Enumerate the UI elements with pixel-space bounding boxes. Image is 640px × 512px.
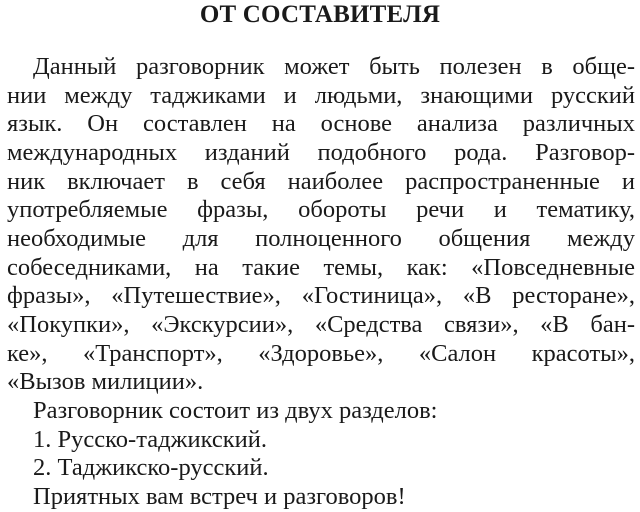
paragraph-line-10: «Покупки», «Экскурсии», «Средства связи», «В бан-	[7, 311, 635, 338]
paragraph-line-7: необходимые для полноценного общения между	[7, 225, 635, 252]
closing-line: Приятных вам встреч и разговоров!	[33, 483, 406, 510]
paragraph-line-5: ник включает в себя наиболее распространенные и	[7, 167, 635, 195]
paragraph-line-11: ке», «Транспорт», «Здоровье», «Салон красоты»,	[7, 339, 635, 367]
paragraph-line-4: международных изданий подобного рода. Разговор-	[7, 139, 635, 166]
paragraph-line-3: язык. Он составлен на основе анализа различных	[7, 110, 635, 138]
paragraph-line-12: «Вызов милиции».	[7, 368, 204, 396]
paragraph-line-2: нии между таджиками и людьми, знающими русский	[7, 81, 635, 109]
paragraph-line-6: употребляемые фразы, обороты речи и тематику,	[7, 196, 635, 224]
page-title: ОТ СОСТАВИТЕЛЯ	[199, 1, 441, 28]
section-item: 2. Таджикско-русский.	[33, 454, 269, 482]
section-item: 1. Русско-таджикский.	[33, 425, 267, 453]
sections-intro: Разговорник состоит из двух разделов:	[33, 397, 438, 424]
paragraph-line-8: собеседниками, на такие темы, как: «Повседневные	[7, 253, 635, 281]
paragraph-line-9: фразы», «Путешествие», «Гостиница», «В ресторане»,	[7, 282, 635, 310]
paragraph-line-1: Данный разговорник может быть полезен в обще-	[33, 53, 635, 80]
